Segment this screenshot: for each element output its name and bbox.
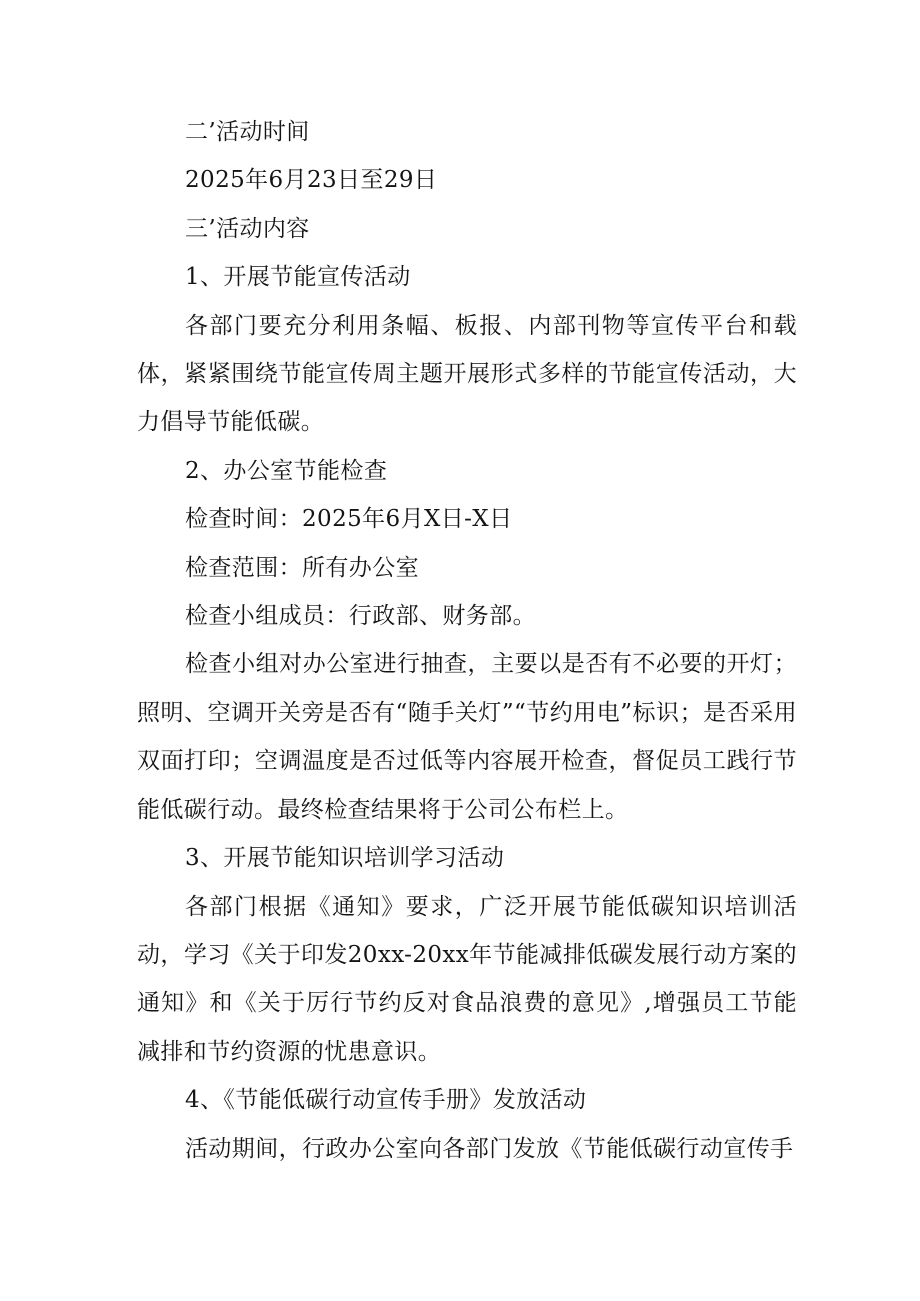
document-body — [137, 108, 797, 1173]
item-heading-training: 3、开展节能知识培训学习活动 — [185, 845, 505, 872]
paragraph-handbook: 活动期间，行政办公室向各部门发放《节能低碳行动宣传手 — [185, 1135, 794, 1162]
paragraph-publicity: 各部门要充分利用条幅、板报、内部刊物等宣传平台和载体，紧紧围绕节能宣传周主题开展形式多样的节能宣传活动，大力倡导节能低碳。 — [137, 312, 797, 436]
inspection-scope: 检查范围：所有办公室 — [185, 554, 419, 581]
item-heading-office-inspection: 2、办公室节能检查 — [185, 457, 388, 484]
item-heading-handbook: 4、《节能低碳行动宣传手册》发放活动 — [185, 1087, 587, 1114]
paragraph-training: 各部门根据《通知》要求，广泛开展节能低碳知识培训活动，学习《关于印发20xx-20xx年节能减排低碳发展行动方案的通知》和《关于厉行节约反对食品浪费的意见》,增强员工节能减排和节约资源的忧患意识。 — [137, 893, 797, 1065]
activity-date-range: 2025年6月23日至29日 — [185, 167, 438, 194]
paragraph-inspection: 检查小组对办公室进行抽查，主要以是否有不必要的开灯；照明、空调开关旁是否有“随手关灯”“节约用电”标识；是否采用双面打印；空调温度是否过低等内容展开检查，督促员工践行节能低碳行动。最终检查结果将于公司公布栏上。 — [137, 651, 797, 823]
inspection-time: 检查时间：2025年6月X日-X日 — [185, 506, 513, 533]
inspection-team: 检查小组成员：行政部、财务部。 — [185, 603, 536, 630]
item-heading-publicity: 1、开展节能宣传活动 — [185, 264, 411, 291]
section-heading-activity-content: 三’活动内容 — [185, 215, 310, 242]
section-heading-activity-time: 二’活动时间 — [185, 119, 310, 145]
